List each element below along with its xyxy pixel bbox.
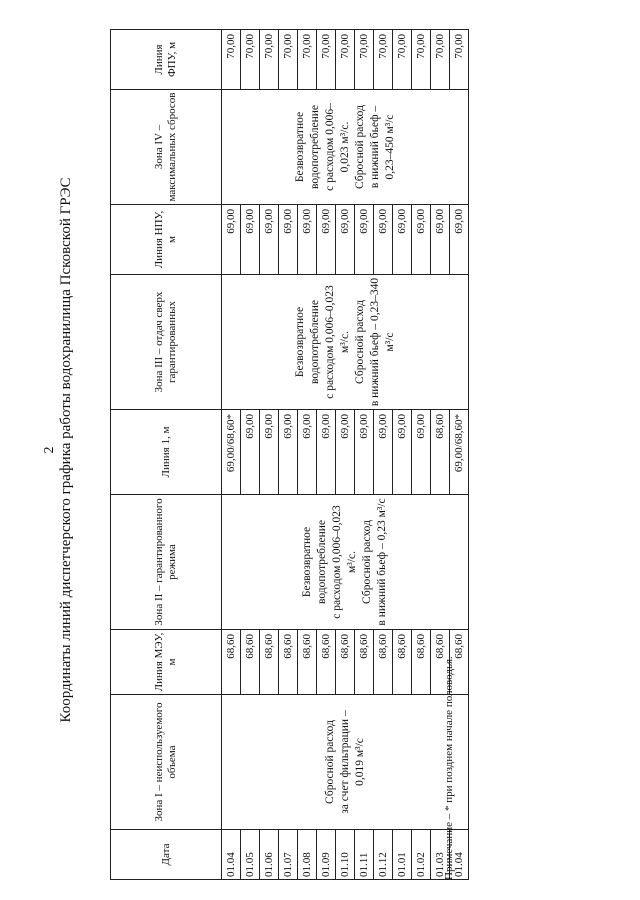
cell-mzu: 68,60	[374, 630, 393, 695]
cell-line1: 69,00	[279, 410, 298, 495]
cell-mzu: 68,60	[336, 630, 355, 695]
cell-date: 01.03	[431, 830, 450, 880]
cell-mzu: 68,60	[222, 630, 241, 695]
cell-npu: 69,00	[317, 205, 336, 275]
zone4-text-line: с расходом 0,006–0,023 м³/с.	[323, 103, 351, 191]
zone2-text-line: Сбросной расход	[361, 520, 373, 604]
cell-date: 01.12	[374, 830, 393, 880]
cell-date: 01.10	[336, 830, 355, 880]
cell-date: 01.06	[260, 830, 279, 880]
table-body	[222, 30, 469, 880]
cell-line1: 69,00	[241, 410, 260, 495]
cell-date: 01.09	[317, 830, 336, 880]
cell-line1: 69,00/68,60*	[222, 410, 241, 495]
zone4-text-line: в нижний бьеф – 0,23–450 м³/с	[368, 105, 396, 189]
cell-npu: 69,00	[412, 205, 431, 275]
cell-mzu: 68,60	[412, 630, 431, 695]
header-zone3: Зона III – отдач сверх гарантированных	[111, 275, 222, 410]
cell-line1: 68,60	[431, 410, 450, 495]
cell-npu: 69,00	[222, 205, 241, 275]
cell-fpu: 70,00	[279, 30, 298, 90]
header-line1: Линия 1, м	[111, 410, 222, 495]
cell-mzu: 68,60	[279, 630, 298, 695]
cell-fpu: 70,00	[393, 30, 412, 90]
cell-npu: 69,00	[279, 205, 298, 275]
cell-mzu: 68,60	[355, 630, 374, 695]
zone3-text-line: Безвозвратное водопотребление	[293, 300, 321, 384]
page-number: 2	[42, 446, 57, 454]
cell-date: 01.04	[450, 830, 469, 880]
cell-date: 01.11	[355, 830, 374, 880]
cell-line1: 69,00	[412, 410, 431, 495]
header-date: Дата	[111, 830, 222, 880]
cell-line1: 69,00	[298, 410, 317, 495]
cell-mzu: 68,60	[450, 630, 469, 695]
cell-date: 01.05	[241, 830, 260, 880]
cell-mzu: 68,60	[260, 630, 279, 695]
header-mzu: Линия МЭУ, м	[111, 630, 222, 695]
zone2-text-line: Безвозвратное водопотребление	[301, 520, 328, 604]
cell-line1: 69,00	[374, 410, 393, 495]
zone4-description	[222, 90, 469, 205]
cell-date: 01.08	[298, 830, 317, 880]
cell-npu: 69,00	[431, 205, 450, 275]
cell-line1: 69,00	[393, 410, 412, 495]
header-zone2: Зона II – гарантированного режима	[111, 495, 222, 630]
cell-npu: 69,00	[450, 205, 469, 275]
cell-date: 01.01	[393, 830, 412, 880]
cell-mzu: 68,60	[431, 630, 450, 695]
header-zone1: Зона I – неиспользуемого объема	[111, 695, 222, 830]
cell-line1: 69,00	[355, 410, 374, 495]
dispatch-schedule-table	[110, 29, 469, 880]
cell-fpu: 70,00	[260, 30, 279, 90]
zone3-text-line: с расходом 0,006–0,023 м³/с.	[323, 285, 351, 399]
cell-mzu: 68,60	[317, 630, 336, 695]
header-npu: Линия НПУ, м	[111, 205, 222, 275]
cell-npu: 69,00	[374, 205, 393, 275]
cell-npu: 69,00	[355, 205, 374, 275]
zone2-text-line: с расходом 0,006–0,023 м³/с.	[331, 505, 358, 619]
zone3-description	[222, 275, 469, 410]
cell-mzu: 68,60	[241, 630, 260, 695]
cell-fpu: 70,00	[412, 30, 431, 90]
zone1-description	[222, 695, 469, 830]
cell-line1: 69,00	[336, 410, 355, 495]
cell-fpu: 70,00	[355, 30, 374, 90]
cell-mzu: 68,60	[298, 630, 317, 695]
zone4-text-line: Безвозвратное водопотребление	[293, 105, 321, 189]
cell-fpu: 70,00	[374, 30, 393, 90]
cell-npu: 69,00	[298, 205, 317, 275]
cell-fpu: 70,00	[431, 30, 450, 90]
cell-npu: 69,00	[393, 205, 412, 275]
cell-fpu: 70,00	[298, 30, 317, 90]
cell-line1: 69,00/68,60*	[450, 410, 469, 495]
cell-npu: 69,00	[336, 205, 355, 275]
document-sheet	[42, 20, 530, 880]
zone1-text-line: Сбросной расход	[323, 720, 336, 804]
cell-mzu: 68,60	[393, 630, 412, 695]
zone2-text-line: в нижний бьеф – 0,23 м³/с	[376, 498, 388, 626]
cell-fpu: 70,00	[317, 30, 336, 90]
zone4-text-line: Сбросной расход	[353, 105, 366, 189]
header-row	[111, 30, 222, 880]
cell-fpu: 70,00	[336, 30, 355, 90]
zone1-text-line: за счет фильтрации – 0,019 м³/с	[338, 710, 366, 814]
cell-fpu: 70,00	[241, 30, 260, 90]
header-fpu: Линия ФПУ, м	[111, 30, 222, 90]
header-zone4: Зона IV – максимальных сбросов	[111, 90, 222, 205]
zone3-text-line: в нижний бьеф – 0,23–340 м³/с	[368, 277, 396, 407]
cell-date: 01.04	[222, 830, 241, 880]
table-row	[222, 30, 241, 880]
cell-fpu: 70,00	[222, 30, 241, 90]
cell-npu: 69,00	[241, 205, 260, 275]
cell-date: 01.02	[412, 830, 431, 880]
footnote: Примечание – * при позднем начале половодья.	[443, 656, 455, 880]
cell-npu: 69,00	[260, 205, 279, 275]
cell-fpu: 70,00	[450, 30, 469, 90]
cell-line1: 69,00	[260, 410, 279, 495]
document-title: Координаты линий диспетчерского графика работы водохранилища Псковской ГРЭС	[58, 177, 74, 723]
zone3-text-line: Сбросной расход	[353, 300, 366, 384]
cell-date: 01.07	[279, 830, 298, 880]
zone2-description	[222, 495, 469, 630]
cell-line1: 69,00	[317, 410, 336, 495]
